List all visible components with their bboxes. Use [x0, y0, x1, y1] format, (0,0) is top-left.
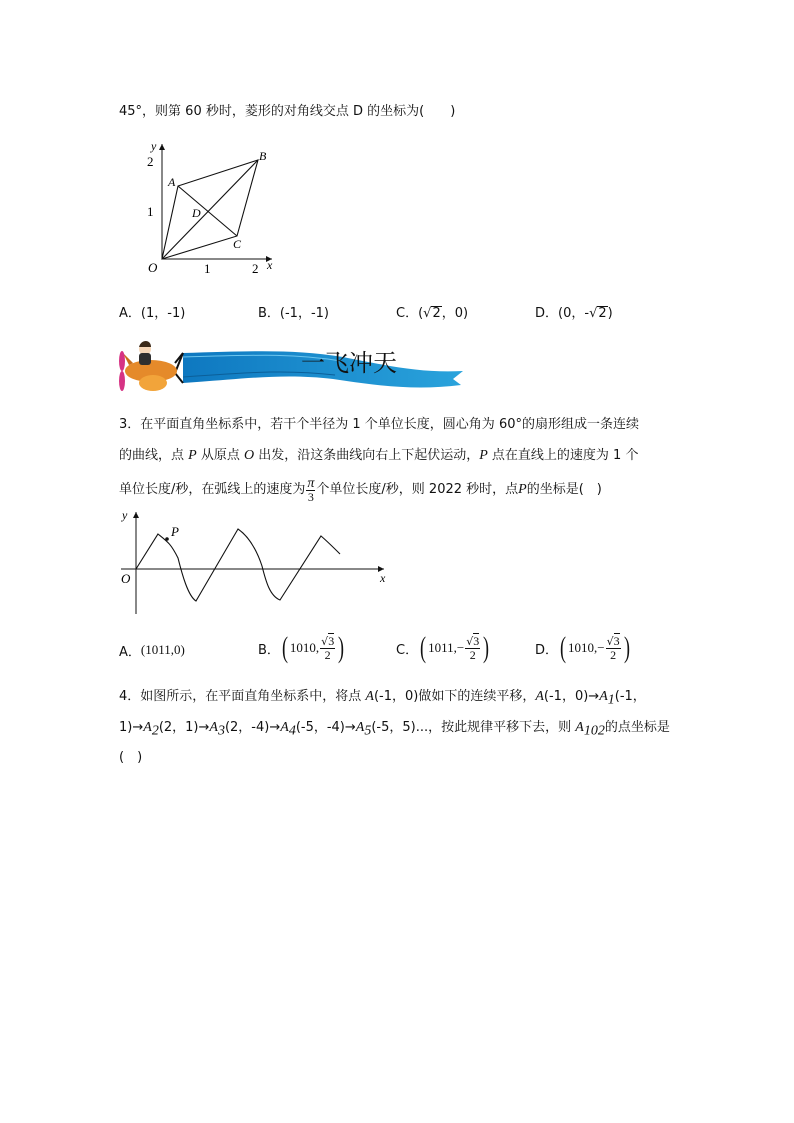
q2-origin-label: O	[148, 260, 158, 275]
q2-option-b[interactable]: B．(-1，-1)	[258, 306, 329, 321]
q2-option-c[interactable]: C．(√2，0)	[396, 306, 469, 321]
q3-arc-figure	[116, 508, 394, 618]
q2-option-a[interactable]: A．(1，-1)	[119, 306, 186, 321]
q3-line-1: 3．在平面直角坐标系中，若干个半径为 1 个单位长度，圆心角为 60°的扇形组成一条连续	[119, 417, 639, 432]
q3-point-p: P	[171, 524, 179, 539]
q3-line-2: 的曲线，点 P 从原点 O 出发，沿这条曲线向右上下起伏运动，P 点在直线上的速度为 1 个	[119, 448, 639, 463]
q3-origin-label: O	[121, 571, 131, 586]
q3-option-a[interactable]: A． (1011,0)	[119, 642, 185, 660]
q2-option-d-radicand: 2	[598, 306, 607, 321]
q2-x-tick-2: 2	[252, 261, 259, 276]
q2-point-c: C	[233, 237, 242, 251]
q2-y-axis-label: y	[151, 139, 157, 153]
q2-stem: 45°，则第 60 秒时，菱形的对角线交点 D 的坐标为( )	[119, 104, 456, 119]
q4-line-3: ( )	[119, 750, 143, 765]
q3-speed-fraction: $\frac{\pi}{3}$	[307, 475, 315, 504]
q4-line-2: $1)\to A_2(2$，$1)\to A_3(2$，$-4)\to A_4(-5$，$-4)\to A_5(-5$，5)...，按此规律平移下去，则 $A_{102}$的点坐标是	[119, 720, 670, 739]
q2-y-tick-1: 1	[147, 204, 154, 219]
q2-option-c-radicand: 2	[432, 306, 441, 321]
q2-x-axis-label: x	[267, 258, 273, 272]
q3-option-d[interactable]: D． ( 1010,− $\frac{√3}{2}$ )	[535, 631, 630, 664]
q2-point-b: B	[259, 149, 267, 163]
q4-line-1: 4．如图所示，在平面直角坐标系中，将点 A(-1，0)做如下的连续平移，A(-1，$0)\to A_1(-1$，	[119, 689, 646, 708]
q3-option-c[interactable]: C． ( 1011,− $\frac{√3}{2}$ )	[396, 631, 490, 664]
q3-option-b[interactable]: B． ( 1010, $\frac{√3}{2}$ )	[258, 631, 345, 664]
banner-propeller	[119, 351, 125, 371]
banner-airplane-ribbon	[113, 333, 465, 403]
q2-option-d[interactable]: D．(0，-√2)	[535, 306, 613, 321]
q3-line-3: 单位长度/秒，在弧线上的速度为 $\frac{\pi}{3}$ 个单位长度/秒，则 2022 秒时，点 P 的坐标是( )	[119, 475, 602, 504]
banner-title: 一飞冲天	[301, 351, 397, 377]
q2-point-d: D	[192, 206, 201, 220]
q3-y-axis-label: y	[122, 508, 128, 522]
q2-y-tick-2: 2	[147, 154, 154, 169]
q3-x-axis-label: x	[380, 571, 386, 585]
q2-rhombus-figure	[126, 138, 281, 276]
q2-x-tick-1: 1	[204, 261, 211, 276]
q2-point-a: A	[168, 175, 176, 189]
